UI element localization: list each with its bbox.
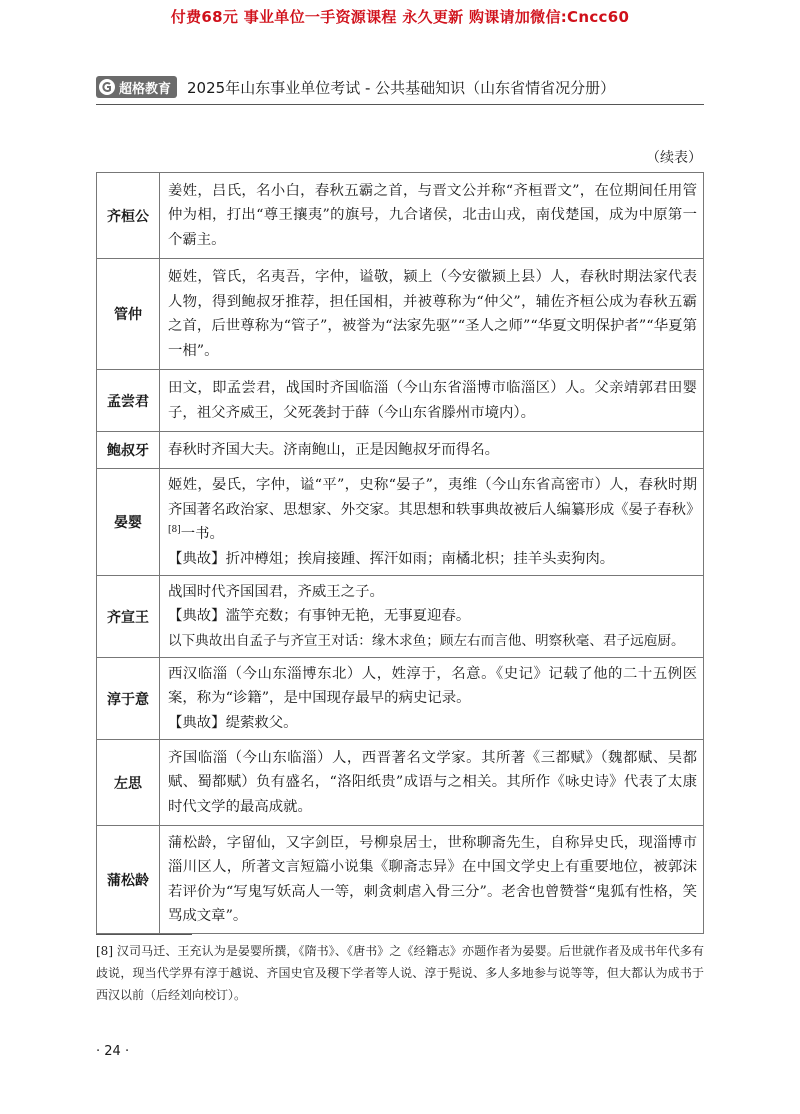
allusion-line — [168, 711, 697, 736]
allusion-label: 【典故】 — [168, 550, 226, 567]
allusion-line — [168, 547, 697, 572]
footnote-divider — [96, 934, 192, 935]
extra-text: 以下典故出自孟子与齐宣王对话：缘木求鱼；顾左右而言他、明察秋毫、君子远庖厨。 — [168, 632, 685, 649]
table-row — [97, 658, 704, 740]
description-text: 战国时代齐国国君，齐威王之子。 — [168, 583, 384, 600]
row-name: 左思 — [97, 740, 160, 826]
description-text: 姜姓，吕氏，名小白，春秋五霸之首，与晋文公并称“齐桓晋文”，在位期间任用管仲为相，打出“尊王攘夷”的旗号，九合诸侯，北击山戎，南伐楚国，成为中原第一个霸主。 — [168, 182, 697, 248]
description-text: 西汉临淄（今山东淄博东北）人，姓淳于，名意。《史记》记载了他的二十五例医案，称为“诊籍”，是中国现存最早的病史记录。 — [168, 665, 697, 707]
header-divider — [96, 104, 704, 105]
allusion-label: 【典故】 — [168, 608, 226, 625]
row-description — [160, 432, 704, 469]
table-row — [97, 826, 704, 934]
logo-text: 超格教育 — [119, 81, 172, 97]
row-description — [160, 370, 704, 432]
row-name: 晏婴 — [97, 469, 160, 576]
table-row — [97, 576, 704, 658]
allusion-text: 滥竽充数；有事钟无艳，无事夏迎春。 — [225, 608, 471, 625]
allusion-text: 折冲樽俎；挨肩接踵、挥汗如雨；南橘北枳；挂羊头卖狗肉。 — [225, 550, 615, 567]
row-name: 蒲松龄 — [97, 826, 160, 934]
description-tail: 一书。 — [180, 526, 224, 542]
page-number: · 24 · — [96, 1044, 130, 1059]
table-row — [97, 432, 704, 469]
page-title: 2025年山东事业单位考试 - 公共基础知识（山东省情省况分册） — [187, 78, 616, 97]
description-text — [168, 473, 701, 547]
figures-table — [96, 172, 704, 934]
description-text: 齐国临淄（今山东临淄）人，西晋著名文学家。其所著《三都赋》（魏都赋、吴都赋、蜀都赋）负有盛名，“洛阳纸贵”成语与之相关。其所作《咏史诗》代表了太康时代文学的最高成就。 — [168, 749, 697, 815]
row-name: 孟尝君 — [97, 370, 160, 432]
row-description — [160, 259, 704, 370]
row-name: 齐桓公 — [97, 173, 160, 259]
allusion-label: 【典故】 — [168, 714, 226, 731]
table-row — [97, 173, 704, 259]
row-description — [160, 173, 704, 259]
footnote-ref[interactable]: [8] — [168, 525, 181, 536]
row-name: 管仲 — [97, 259, 160, 370]
row-description — [160, 658, 704, 740]
logo-icon — [99, 79, 115, 95]
description-text: 蒲松龄，字留仙，又字剑臣，号柳泉居士，世称聊斋先生，自称异史氏，现淄博市淄川区人，所著文言短篇小说集《聊斋志异》在中国文学史上有重要地位，被郭沫若评价为“写鬼写妖高人一等，刺贪刺虐入骨三分”。老舍也曾赞誉“鬼狐有性格，笑骂成文章”。 — [168, 834, 697, 924]
footnote: [8] 汉司马迁、王充认为是晏婴所撰，《隋书》、《唐书》之《经籍志》亦题作者为晏婴。后世就作者及成书年代多有歧说，现当代学界有淳于越说、齐国史官及稷下学者等人说、淳于髡说、多人多地参与说等等，但大都认为成书于西汉以前（后经刘向校订）。 — [96, 944, 704, 1002]
page-header — [96, 74, 704, 100]
description-text: 田文，即孟尝君，战国时齐国临淄（今山东省淄博市临淄区）人。父亲靖郭君田婴子，祖父齐威王，父死袭封于薛（今山东省滕州市境内）。 — [168, 380, 697, 421]
description-main: 姬姓，晏氏，字仲，谥“平”，史称“晏子”，夷维（今山东省高密市）人，春秋时期齐国著名政治家、思想家、外交家。其思想和轶事典故被后人编纂形成《晏子春秋》 — [168, 477, 701, 518]
allusion-line — [168, 604, 697, 629]
table-row — [97, 370, 704, 432]
brand-logo — [96, 76, 177, 98]
promo-banner: 付费68元 事业单位一手资源课程 永久更新 购课请加微信:Cncc60 — [170, 8, 630, 26]
table-row — [97, 469, 704, 576]
allusion-text: 缇萦救父。 — [225, 714, 298, 731]
table-row — [97, 259, 704, 370]
row-name: 淳于意 — [97, 658, 160, 740]
continued-label: （续表） — [646, 150, 702, 166]
row-description — [160, 469, 704, 576]
row-description — [160, 576, 704, 658]
row-name: 鲍叔牙 — [97, 432, 160, 469]
table-row — [97, 740, 704, 826]
row-name: 齐宣王 — [97, 576, 160, 658]
description-text: 姬姓，管氏，名夷吾，字仲，谥敬，颍上（今安徽颍上县）人，春秋时期法家代表人物，得到鲍叔牙推荐，担任国相，并被尊称为“仲父”，辅佐齐桓公成为春秋五霸之首，后世尊称为“管子”，被誉为“法家先驱”“圣人之师”“华夏文明保护者”“华夏第一相”。 — [168, 269, 697, 359]
row-description — [160, 826, 704, 934]
row-description — [160, 740, 704, 826]
description-text: 春秋时齐国大夫。济南鲍山，正是因鲍叔牙而得名。 — [168, 441, 499, 458]
